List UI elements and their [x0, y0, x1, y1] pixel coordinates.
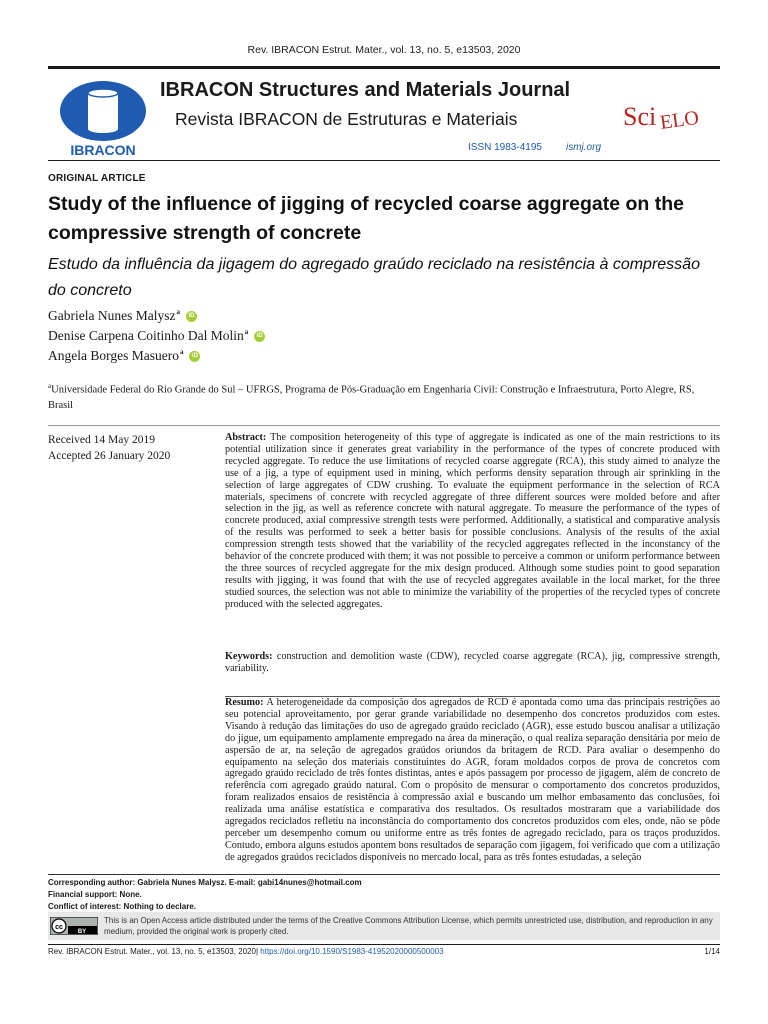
scielo-text-left: Sci — [623, 102, 657, 131]
author-affiliation-mark: a — [179, 348, 184, 356]
license-text: This is an Open Access article distributed under the terms of the Creative Commons Attribution License, which permits unrestricted use, distribution, and reproduction in any medium, provided the original work is properly cited. — [104, 916, 713, 936]
abstract-label: Abstract: — [225, 432, 267, 443]
scielo-text-right: ELO — [658, 106, 701, 134]
doi-link[interactable]: https://doi.org/10.1590/S1983-41952020000500003 — [260, 947, 444, 956]
article-dates — [48, 432, 170, 464]
orcid-icon[interactable]: iD — [186, 311, 197, 322]
resumo-label: Resumo: — [225, 697, 264, 708]
journal-header — [48, 66, 720, 161]
article-title-portuguese: Estudo da influência da jigagem do agregado graúdo reciclado na resistência à compressão do concreto — [48, 256, 700, 299]
ibracon-logo-text: IBRACON — [70, 142, 136, 158]
keywords-label: Keywords: — [225, 651, 273, 662]
ibracon-logo — [58, 79, 148, 159]
cc-label: cc — [55, 924, 63, 931]
page-number: 1/14 — [704, 947, 720, 956]
financial-support: Financial support: None. — [48, 890, 142, 899]
scielo-logo — [621, 95, 717, 143]
keywords-text: construction and demolition waste (CDW), recycled coarse aggregate (RCA), jig, compressive strength, variability. — [225, 651, 720, 674]
footer-citation: Rev. IBRACON Estrut. Mater., vol. 13, no. 5, e13503, 2020| — [48, 947, 259, 956]
author-list — [48, 306, 265, 366]
resumo-text: A heterogeneidade da composição dos agregados de RCD é apontada como uma das principais restrições ao seu potencial aproveitamento, por gerar grande variabilidade no desempenho dos concretos produzidos com estes. Visando à redução das limitações do uso de agregado graúdo reciclado (AGR), esse estudo buscou analisar a utilização do jigue, um equipamento amplamente empregado na área da mineração, o qual realiza separação densitária por meio de aspersão de ar, na seleção de agregados graúdos oriundos da britagem de RCD. Para avaliar o desempenho do equipamento na seleção dos materiais constituintes do AGR, foram moldados corpos de prova de concretos com agregado graúdo reciclado de três fontes distintas, antes e após passagem por processo de jigagem, além de concreto de referência com agregado graúdo natural. Com o propósito de mensurar o comportamento dos concretos produzidos, foram realizados ensaios de resistência à compressão axial e buscando um melhor embasamento das conclusões, foi realizada uma análise estatística e comparativa dos resultados. Os resultados mostraram que a variabilidade dos agregados reciclados refletiu na inconstância do comportamento dos concretos produzidos com eles, onde, não se pôde perceber um desempenho comum ou uniforme entre as três fontes de agregado reciclado, para os traços produzidos. Contudo, embora alguns estudos apontem bons resultados de separação com jigagem, foi verificado que com a utilização de agregados graúdos reciclados disponíveis no mercado local, para as três fontes estudadas, a seleção — [225, 697, 720, 863]
accepted-date: Accepted 26 January 2020 — [48, 450, 171, 462]
author-name: Gabriela Nunes Malysz — [48, 308, 176, 323]
keywords — [225, 651, 720, 675]
license-box — [48, 912, 720, 940]
author-name: Denise Carpena Coitinho Dal Molin — [48, 328, 244, 343]
abstract — [225, 432, 720, 611]
article-title: Study of the influence of jigging of recycled coarse aggregate on the compressive strength of concrete — [48, 193, 685, 244]
author — [48, 326, 265, 346]
orcid-icon[interactable]: iD — [254, 331, 265, 342]
received-date: Received 14 May 2019 — [48, 434, 155, 446]
affiliation-mark: a — [48, 382, 52, 390]
resumo — [225, 696, 720, 870]
author-name: Angela Borges Masuero — [48, 348, 179, 363]
by-label: BY — [77, 929, 87, 935]
orcid-icon[interactable]: iD — [189, 351, 200, 362]
author-affiliation-mark: a — [244, 328, 249, 336]
abstract-text: The composition heterogeneity of this type of aggregate is indicated as one of the main restrictions to its potential utilization since it generates great variability in the performance of the types of concrete produced with recycled aggregate. To reduce the use limitations of recycled coarse aggregate (RCA), this study aimed to analyze the use of a jig, a type of equipment used in mining, which performs density separation through air sprinkling in the selection of large aggregates of CDW crushing. To evaluate the equipment performance in the selection of RCA materials, specimens of concrete with recycled aggregate of three different sources were molded before and after selection in the jig, as well as reference concrete with natural aggregate. To measure the performance of the types of concrete produced, axial compressive strength tests were performed. Additionally, a statistical and comparative analysis of the results was performed to seek a better basis for possible conclusions. Analysis of the results of the axial compression strength tests showed that the variability of the recycled aggregates reflected in the inconstancy of the behavior of the concrete produced with them; it was not possible to perceive a common or uniform performance between the three sources of recycled aggregate for the mix design produced. Although some studies point to good separation results with jigging, it was found that with the use of recycled aggregates available in the local market, for the three studied sources, the selection was not able to minimize the variability of the properties of the recycled types of concrete produced with the selected aggregates. — [225, 432, 720, 610]
affiliation-text: Universidade Federal do Rio Grande do Sul – UFRGS, Programa de Pós-Graduação em Engenharia Civil: Construção e Infraestrutura, Porto Alegre, RS, Brasil — [48, 384, 695, 411]
journal-subtitle: Revista IBRACON de Estruturas e Materiais — [175, 109, 518, 129]
affiliation — [48, 379, 720, 426]
issn: ISSN 1983-4195 — [468, 142, 542, 153]
conflict-of-interest: Conflict of interest: Nothing to declare. — [48, 902, 197, 911]
article-type: ORIGINAL ARTICLE — [48, 173, 146, 184]
author — [48, 306, 265, 326]
author — [48, 346, 265, 366]
corresponding-author: Corresponding author: Gabriela Nunes Malysz. E-mail: gabi14nunes@hotmail.com — [48, 878, 362, 887]
running-head: Rev. IBRACON Estrut. Mater., vol. 13, no. 5, e13503, 2020 — [247, 44, 521, 56]
journal-title: IBRACON Structures and Materials Journal — [160, 79, 571, 101]
journal-site-link[interactable]: ismj.org — [566, 142, 602, 153]
author-affiliation-mark: a — [176, 308, 180, 316]
page-footer — [48, 944, 720, 956]
footnotes — [48, 874, 720, 913]
creative-commons-icon[interactable] — [50, 917, 98, 935]
